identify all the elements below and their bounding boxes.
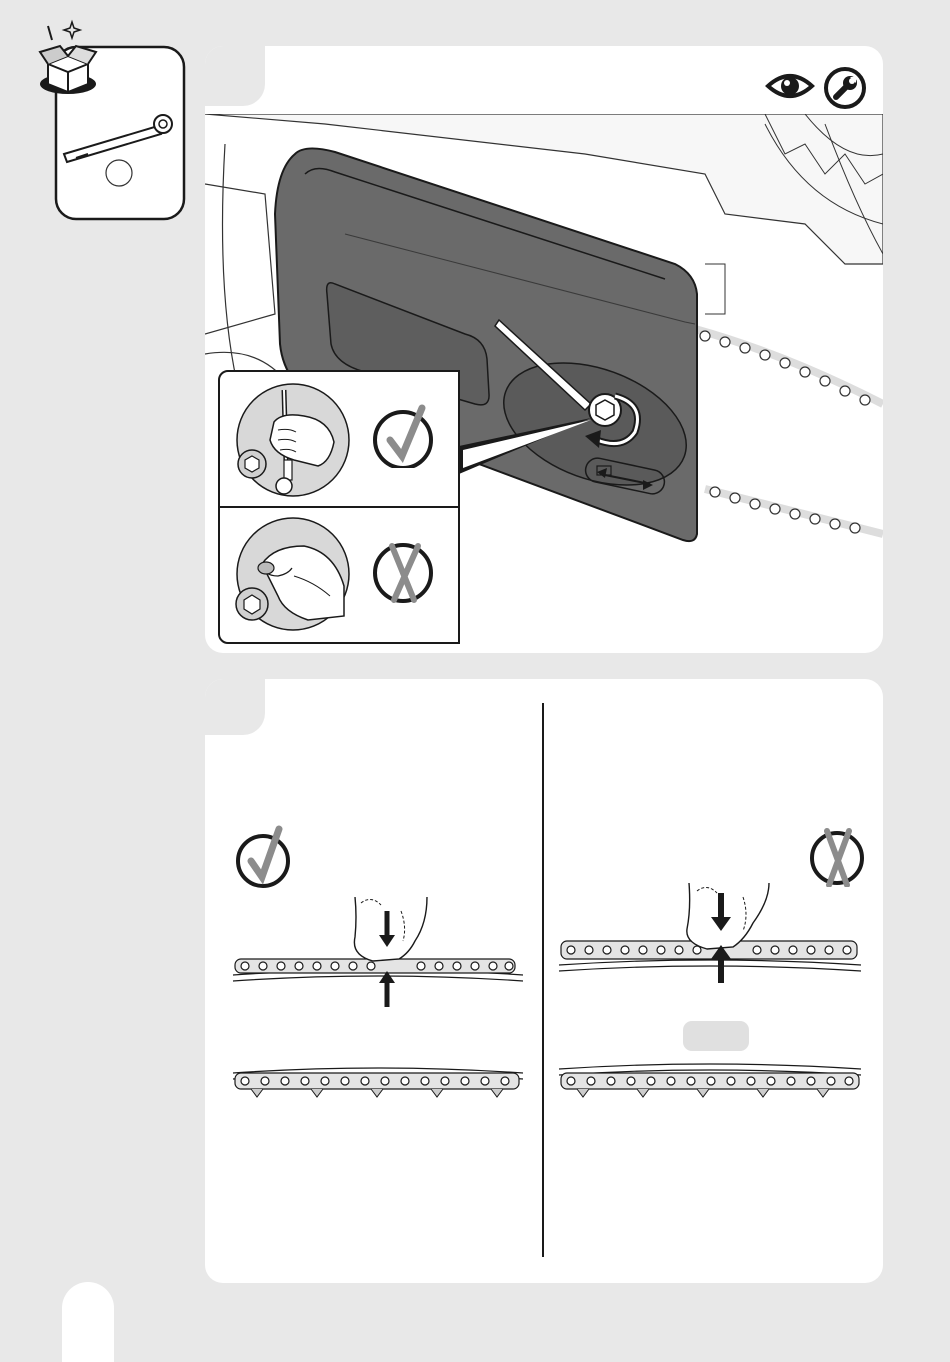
eye-icon [765, 66, 815, 106]
slack-chain-illustration [557, 1059, 863, 1109]
cross-icon [807, 825, 867, 887]
wrench-icon [823, 66, 867, 110]
step2-panel [205, 679, 883, 1283]
inset-divider [220, 506, 458, 508]
included-tool-card [30, 14, 190, 224]
step1-panel [205, 46, 883, 653]
relaxed-chain-illustration [231, 1059, 525, 1109]
cross-icon [370, 538, 436, 604]
unboxing-sparkle-icon [40, 22, 96, 94]
correct-tension-illustration [231, 897, 525, 1009]
quantity-marker [106, 160, 132, 186]
value-label-blank [683, 1021, 749, 1051]
check-icon [370, 402, 436, 468]
check-icon [233, 825, 293, 889]
step-number-tab [205, 46, 265, 106]
step-number-tab [205, 679, 265, 735]
column-divider [542, 703, 544, 1257]
incorrect-tension-illustration [557, 883, 863, 1011]
hand-tighten-illustration [234, 516, 352, 634]
usage-inset [218, 370, 460, 644]
spanner-hand-illustration [234, 382, 352, 500]
page-number-tab [62, 1282, 114, 1362]
